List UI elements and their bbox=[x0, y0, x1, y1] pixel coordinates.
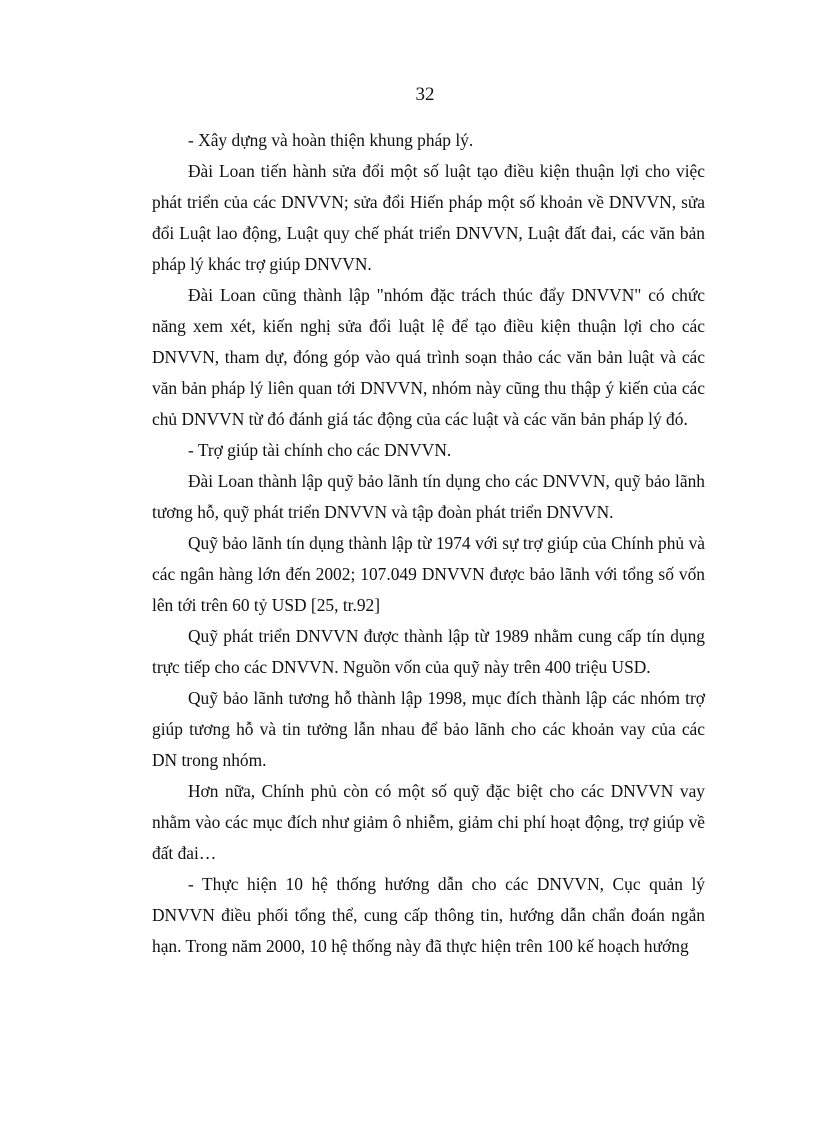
paragraph-law-amendments: Đài Loan tiến hành sửa đổi một số luật tạo điều kiện thuận lợi cho việc phát triển của các DNVVN; sửa đổi Hiến pháp một số khoản về DNVVN, sửa đổi Luật lao động, Luật quy chế phát triển DNVVN, Luật đất đai, các văn bản pháp lý khác trợ giúp DNVVN. bbox=[152, 161, 705, 274]
bullet-legal-framework: - Xây dựng và hoàn thiện khung pháp lý. bbox=[188, 130, 474, 150]
page-number: 32 bbox=[415, 84, 435, 105]
paragraph-development-fund: Quỹ phát triển DNVVN được thành lập từ 1989 nhằm cung cấp tín dụng trực tiếp cho các DNVVN. Nguồn vốn của quỹ này trên 400 triệu USD. bbox=[152, 626, 705, 677]
paragraph-special-funds: Hơn nữa, Chính phủ còn có một số quỹ đặc biệt cho các DNVVN vay nhằm vào các mục đích như giảm ô nhiễm, giảm chi phí hoạt động, trợ giúp về đất đai… bbox=[152, 781, 705, 863]
body-text bbox=[152, 125, 705, 962]
paragraph-mutual-guarantee-fund: Quỹ bảo lãnh tương hỗ thành lập 1998, mục đích thành lập các nhóm trợ giúp tương hỗ và tin tưởng lẫn nhau để bảo lãnh cho các khoản vay của các DN trong nhóm. bbox=[152, 688, 705, 770]
paragraph-credit-guarantee-fund: Quỹ bảo lãnh tín dụng thành lập từ 1974 với sự trợ giúp của Chính phủ và các ngân hàng lớn đến 2002; 107.049 DNVVN được bảo lãnh với tổng số vốn lên tới trên 60 tỷ USD [25, tr.92] bbox=[152, 533, 705, 615]
paragraph-funds-overview: Đài Loan thành lập quỹ bảo lãnh tín dụng cho các DNVVN, quỹ bảo lãnh tương hỗ, quỹ phát triển DNVVN và tập đoàn phát triển DNVVN. bbox=[152, 471, 705, 522]
bullet-financial-support: - Trợ giúp tài chính cho các DNVVN. bbox=[188, 440, 452, 460]
bullet-guidance-systems: - Thực hiện 10 hệ thống hướng dẫn cho các DNVVN, Cục quản lý DNVVN điều phối tổng thể, cung cấp thông tin, hướng dẫn chẩn đoán ngắn hạn. Trong năm 2000, 10 hệ thống này đã thực hiện trên 100 kế hoạch hướng bbox=[152, 874, 705, 956]
paragraph-task-force: Đài Loan cũng thành lập "nhóm đặc trách thúc đẩy DNVVN" có chức năng xem xét, kiến nghị sửa đổi luật lệ để tạo điều kiện thuận lợi cho các DNVVN, tham dự, đóng góp vào quá trình soạn thảo các văn bản luật và các văn bản pháp lý liên quan tới DNVVN, nhóm này cũng thu thập ý kiến của các chủ DNVVN từ đó đánh giá tác động của các luật và các văn bản pháp lý đó. bbox=[152, 285, 705, 429]
